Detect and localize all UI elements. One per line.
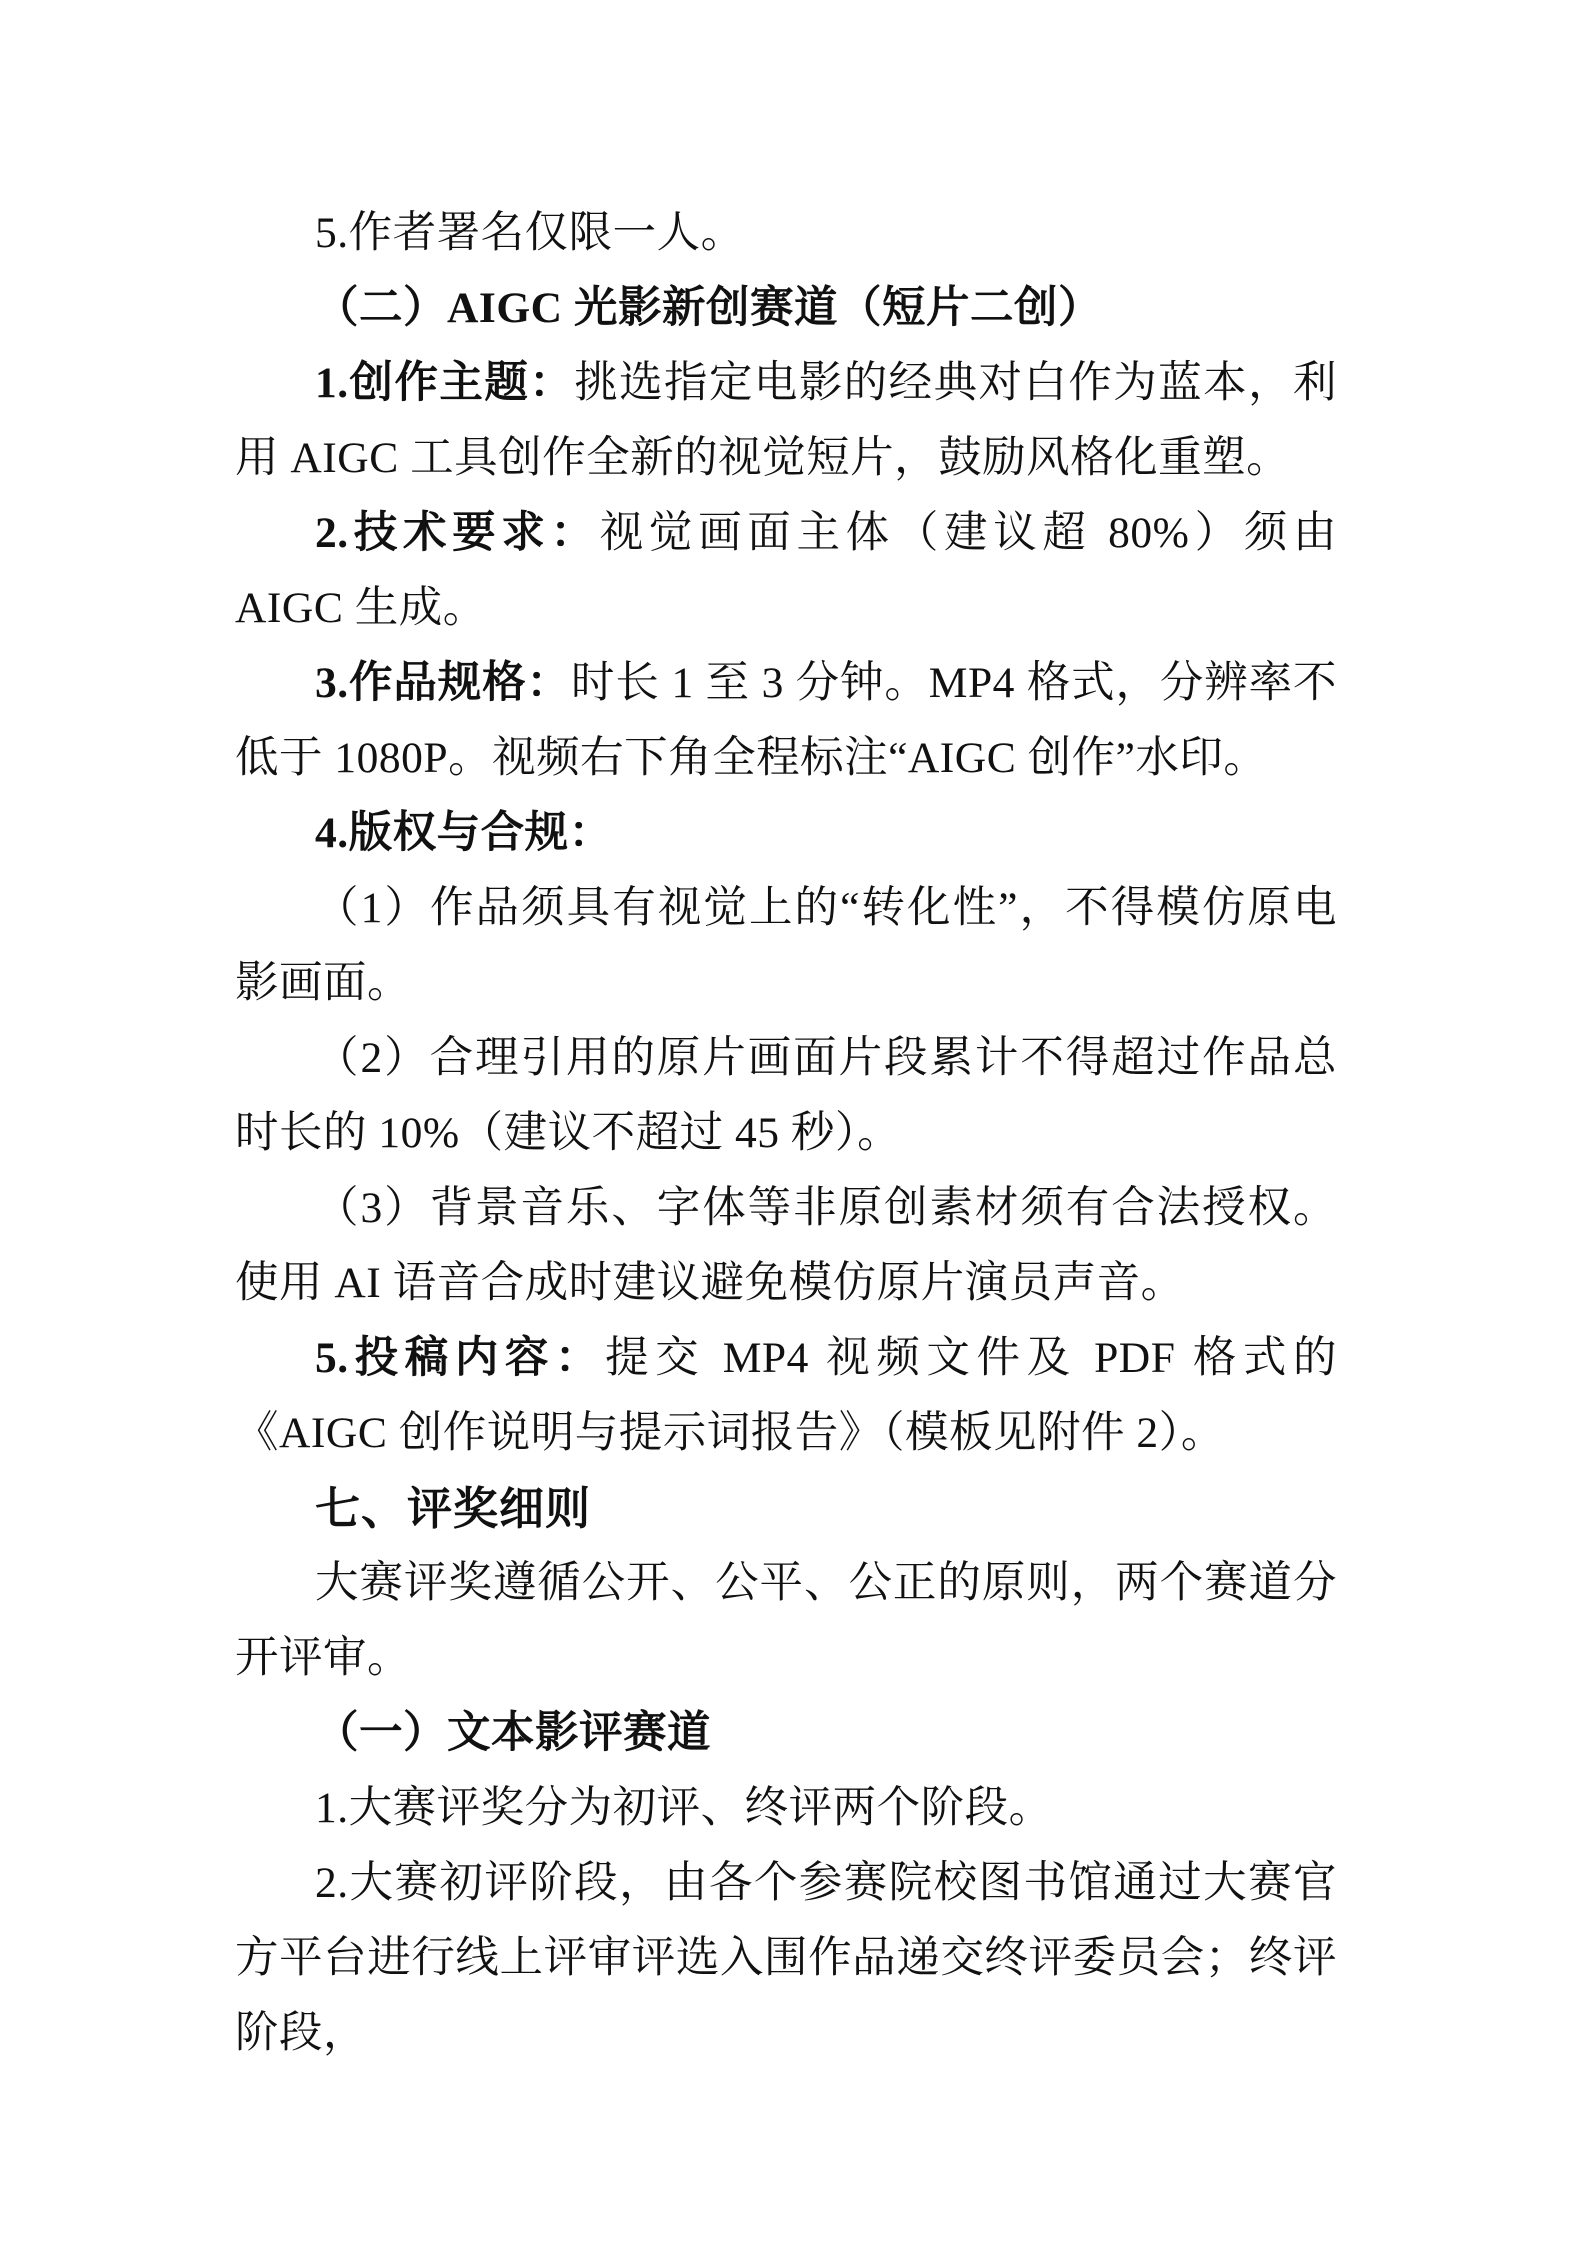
para-preliminary-review xyxy=(235,1846,1337,2071)
paragraph-text: （一）文本影评赛道 xyxy=(315,1709,711,1757)
paragraph-text: 提交 MP4 视频文件及 PDF 格式的《AIGC 创作说明与提示词报告》（模板见附件 2）。 xyxy=(235,1334,1338,1457)
paragraph-lead: 5.投稿内容： xyxy=(315,1334,606,1382)
paragraph-text: 七、评奖细则 xyxy=(315,1483,592,1534)
paragraph-lead: 1.创作主题： xyxy=(315,359,575,407)
para-award-stages xyxy=(235,1771,1337,1846)
paragraph-text: 时长 1 至 3 分钟。MP4 格式，分辨率不低于 1080P。视频右下角全程标注“AIGC 创作”水印。 xyxy=(235,659,1338,782)
paragraph-lead: 4.版权与合规： xyxy=(315,809,613,857)
para-creation-theme xyxy=(235,346,1337,496)
paragraph-text: 大赛评奖遵循公开、公平、公正的原则，两个赛道分开评审。 xyxy=(235,1559,1337,1682)
paragraph-text: （3）背景音乐、字体等非原创素材须有合法授权。使用 AI 语音合成时建议避免模仿原片演员声音。 xyxy=(235,1184,1337,1307)
para-copyright-compliance xyxy=(235,796,1337,871)
paragraph-lead: 2.技术要求： xyxy=(315,509,600,557)
heading-track1-text-review xyxy=(235,1696,1337,1771)
paragraph-text: （2）合理引用的原片画面片段累计不得超过作品总时长的 10%（建议不超过 45 秒）。 xyxy=(235,1034,1337,1157)
paragraph-text: 5.作者署名仅限一人。 xyxy=(315,209,745,257)
para-work-specifications xyxy=(235,646,1337,796)
para-copyright-item-2 xyxy=(235,1021,1337,1171)
paragraph-text: 视觉画面主体（建议超 80%）须由 AIGC 生成。 xyxy=(235,509,1337,632)
paragraph-text: 挑选指定电影的经典对白作为蓝本，利用 AIGC 工具创作全新的视觉短片，鼓励风格化重塑。 xyxy=(235,359,1338,482)
heading-award-rules xyxy=(235,1471,1337,1546)
paragraph-text: 2.大赛初评阶段，由各个参赛院校图书馆通过大赛官方平台进行线上评审评选入围作品递交终评委员会；终评阶段， xyxy=(235,1859,1337,2057)
para-author-signature xyxy=(235,196,1337,271)
paragraph-lead: 3.作品规格： xyxy=(315,659,571,707)
paragraph-text: （二）AIGC 光影新创赛道（短片二创） xyxy=(315,284,1102,332)
paragraph-text: （1）作品须具有视觉上的“转化性”，不得模仿原电影画面。 xyxy=(235,884,1337,1007)
para-submission-content xyxy=(235,1321,1337,1471)
para-copyright-item-3 xyxy=(235,1171,1337,1321)
para-copyright-item-1 xyxy=(235,871,1337,1021)
para-award-principles xyxy=(235,1546,1337,1696)
heading-track2-aigc-short-film xyxy=(235,271,1337,346)
paragraph-text: 1.大赛评奖分为初评、终评两个阶段。 xyxy=(315,1784,1053,1832)
para-technical-requirements xyxy=(235,496,1337,646)
